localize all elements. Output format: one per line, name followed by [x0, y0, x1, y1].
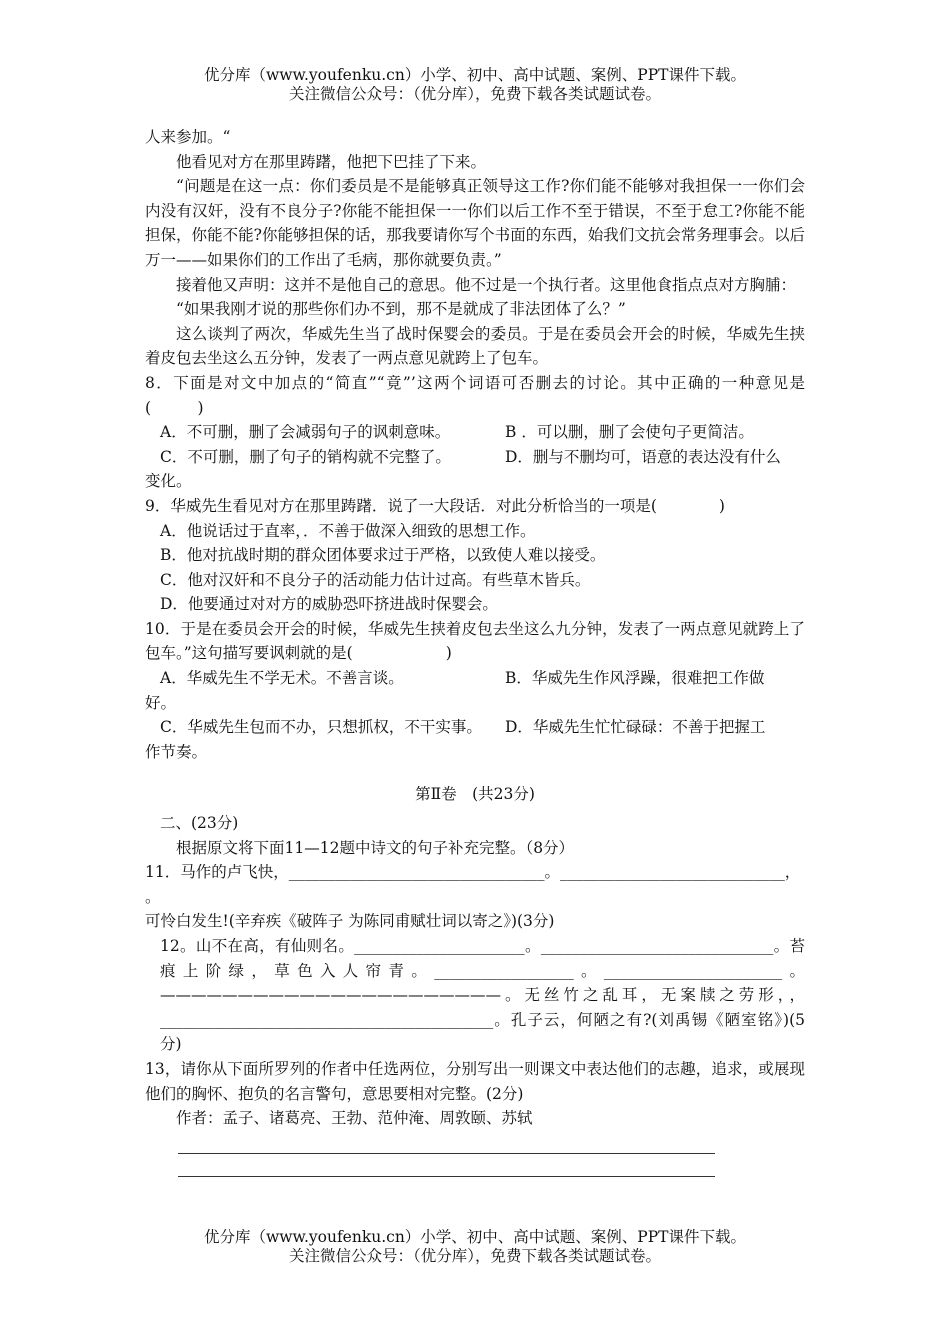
header-line-1: 优分库（www.youfenku.cn）小学、初中、高中试题、案例、PPT课件下载。: [203, 66, 747, 84]
passage-line: 人来参加。“: [145, 128, 231, 146]
option-a: A．他说话过于直率，．不善于做深入细致的思想工作。: [160, 521, 536, 540]
passage-paragraph: “如果我刚才说的那些你们办不到，那不是就成了非法团体了么？”: [176, 300, 626, 319]
question-13-authors: 作者：孟子、诸葛亮、王勃、范仲淹、周敦颐、苏轼: [176, 1109, 533, 1128]
option-b: B ．可以删，删了会使句子更简洁。: [505, 423, 754, 442]
option-b-continued: 好。: [145, 693, 177, 712]
section-instruction: 根据原文将下面11—12题中诗文的句子补充完整。（8分）: [176, 838, 575, 857]
passage-paragraph: “问题是在这一点：你们委员是不是能够真正领导这工作?你们能不能够对我担保一一你们会内没有汉奸，没有不良分子?你能不能担保一一你们以后工作不至于错误，不至于怠工?你能不能担保，你能不能?你能够担保的话，那我要请你写个书面的东西，始我们文抗会常务理事会。以后万一——如果你们的工作出了毛病，那你就要负责。”: [145, 177, 805, 269]
question-8-options-cd: [145, 445, 805, 470]
answer-line: [178, 1131, 715, 1154]
answer-line: [178, 1154, 715, 1177]
option-c: C．华威先生包而不办，只想抓权，不干实事。: [160, 718, 482, 737]
section-part: 二、(23分): [160, 814, 239, 833]
passage-paragraph: 这么谈判了两次，华威先生当了战时保婴会的委员。于是在委员会开会的时候，华威先生挟着皮包去坐这么五分钟，发表了一两点意见就跨上了包车。: [145, 324, 805, 368]
question-12: 12。山不在高，有仙则名。______________________。______________________________。苔痕上阶绿，草色入人帘青。__________________。_______________________。——————————————————————。无丝竹之乱耳，无案牍之劳形，，___________________________________________。孔子云，何陋之有?(刘禹锡《陋室铭》)(5分): [160, 937, 805, 1054]
question-10-options-cd: [145, 715, 805, 740]
question-10-stem: 10．于是在委员会开会的时候，华威先生挟着皮包去坐这么九分钟，发表了一两点意见就跨上了包车。”这句描写要讽刺就的是( ): [145, 619, 805, 663]
page-header: [0, 66, 950, 104]
option-a: A．华威先生不学无术。不善言谈。: [160, 669, 404, 688]
option-d: D．删与不删均可，语意的表达没有什么: [505, 447, 781, 466]
question-11-line: 11．马作的卢飞快，_________________________________。_____________________________，: [145, 863, 801, 882]
header-line-2: 关注微信公众号：（优分库），免费下载各类试题试卷。: [288, 85, 661, 103]
passage-paragraph: 接着他又声明：这并不是他自己的意思。他不过是一个执行者。这里他食指点点对方胸脯：: [176, 275, 797, 294]
option-c: C．他对汉奸和不良分子的活动能力估计过高。有些草木皆兵。: [160, 570, 591, 589]
question-10-options-ab: [145, 666, 805, 691]
option-b: B．他对抗战时期的群众团体要求过于严格，以致使人难以接受。: [160, 546, 606, 565]
option-d: D．他要通过对对方的威胁恐吓挤进战时保婴会。: [160, 595, 498, 614]
option-a: A．不可删，删了会减弱句子的讽刺意味。: [160, 423, 451, 442]
option-b: B．华威先生作风浮躁，很难把工作做: [505, 669, 765, 688]
question-9-stem: 9．华威先生看见对方在那里踌躇．说了一大段话．对此分析恰当的一项是( ): [145, 496, 725, 515]
footer-line-2: 关注微信公众号：（优分库），免费下载各类试题试卷。: [288, 1247, 661, 1265]
page-footer: [0, 1228, 950, 1266]
option-d-continued: 作节奏。: [145, 742, 208, 761]
question-8-stem: 8．下面是对文中加点的“简直”“竟”’这两个词语可否删去的讨论。其中正确的一种意见是( ): [145, 373, 805, 417]
document-body: [145, 125, 805, 1177]
question-11-line: 可怜白发生!(辛弃疾《破阵子 为陈同甫赋壮词以寄之》)(3分): [145, 912, 555, 931]
question-13-stem: 13，请你从下面所罗列的作者中任选两位，分别写出一则课文中表达他们的志趣，追求，或展现他们的胸怀、抱负的名言警句，意思要相对完整。(2分): [145, 1059, 805, 1103]
option-d-continued: 变化。: [145, 472, 192, 491]
option-d: D．华威先生忙忙碌碌：不善于把握工: [505, 718, 766, 737]
footer-line-1: 优分库（www.youfenku.cn）小学、初中、高中试题、案例、PPT课件下载。: [203, 1228, 747, 1246]
question-8-options-ab: [145, 420, 805, 445]
question-11-line: 。: [145, 887, 161, 906]
passage-paragraph: 他看见对方在那里踌躇，他把下巴挂了下来。: [176, 152, 487, 171]
section-title: 第Ⅱ卷 (共23分): [415, 785, 535, 804]
option-c: C．不可删，删了句子的销构就不完整了。: [160, 447, 451, 466]
